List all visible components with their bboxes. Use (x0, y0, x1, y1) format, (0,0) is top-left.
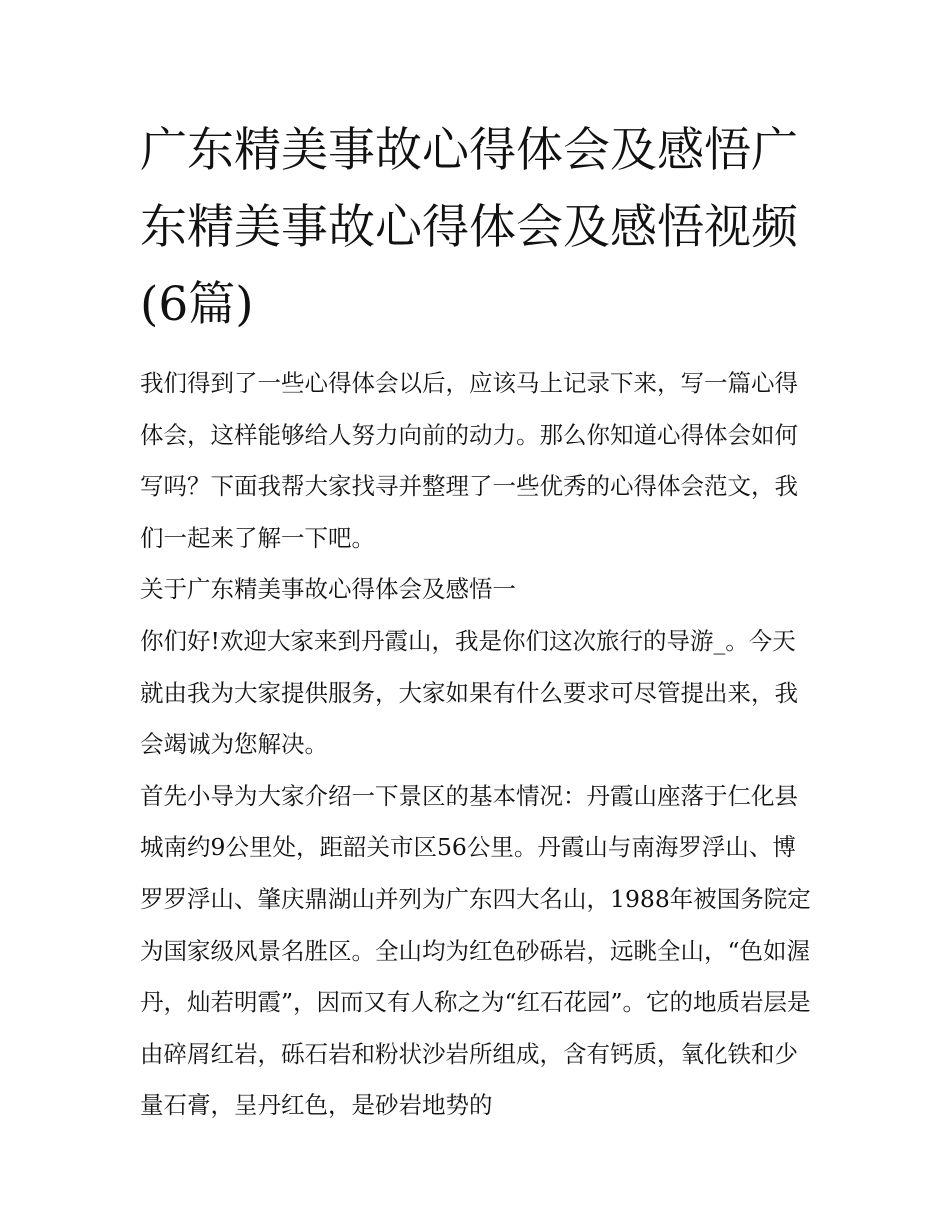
section-heading: 关于广东精美事故心得体会及感悟一 (140, 575, 516, 604)
document-body (140, 358, 812, 1132)
paragraph-welcome: 你们好!欢迎大家来到丹霞山，我是你们这次旅行的导游_。今天就由我为大家提供服务，大家如果有什么要求可尽管提出来，我会竭诚为您解决。 (140, 626, 798, 759)
paragraph-intro: 我们得到了一些心得体会以后，应该马上记录下来，写一篇心得体会，这样能够给人努力向前的动力。那么你知道心得体会如何写吗？下面我帮大家找寻并整理了一些优秀的心得体会范文，我们一起来了解一下吧。 (140, 369, 798, 552)
paragraph-overview: 首先小导为大家介绍一下景区的基本情况：丹霞山座落于仁化县城南约9公里处，距韶关市区56公里。丹霞山与南海罗浮山、博罗罗浮山、肇庆鼎湖山并列为广东四大名山，1988年被国务院定为国家级风景名胜区。全山均为红色砂砾岩，远眺全山，“色如渥丹，灿若明霞”，因而又有人称之为“红石花园”。它的地质岩层是由碎屑红岩，砾石岩和粉状沙岩所组成，含有钙质，氧化铁和少量石膏，呈丹红色，是砂岩地势的 (140, 781, 811, 1120)
document-title: 广东精美事故心得体会及感悟广东精美事故心得体会及感悟视频(6篇) (140, 123, 798, 332)
